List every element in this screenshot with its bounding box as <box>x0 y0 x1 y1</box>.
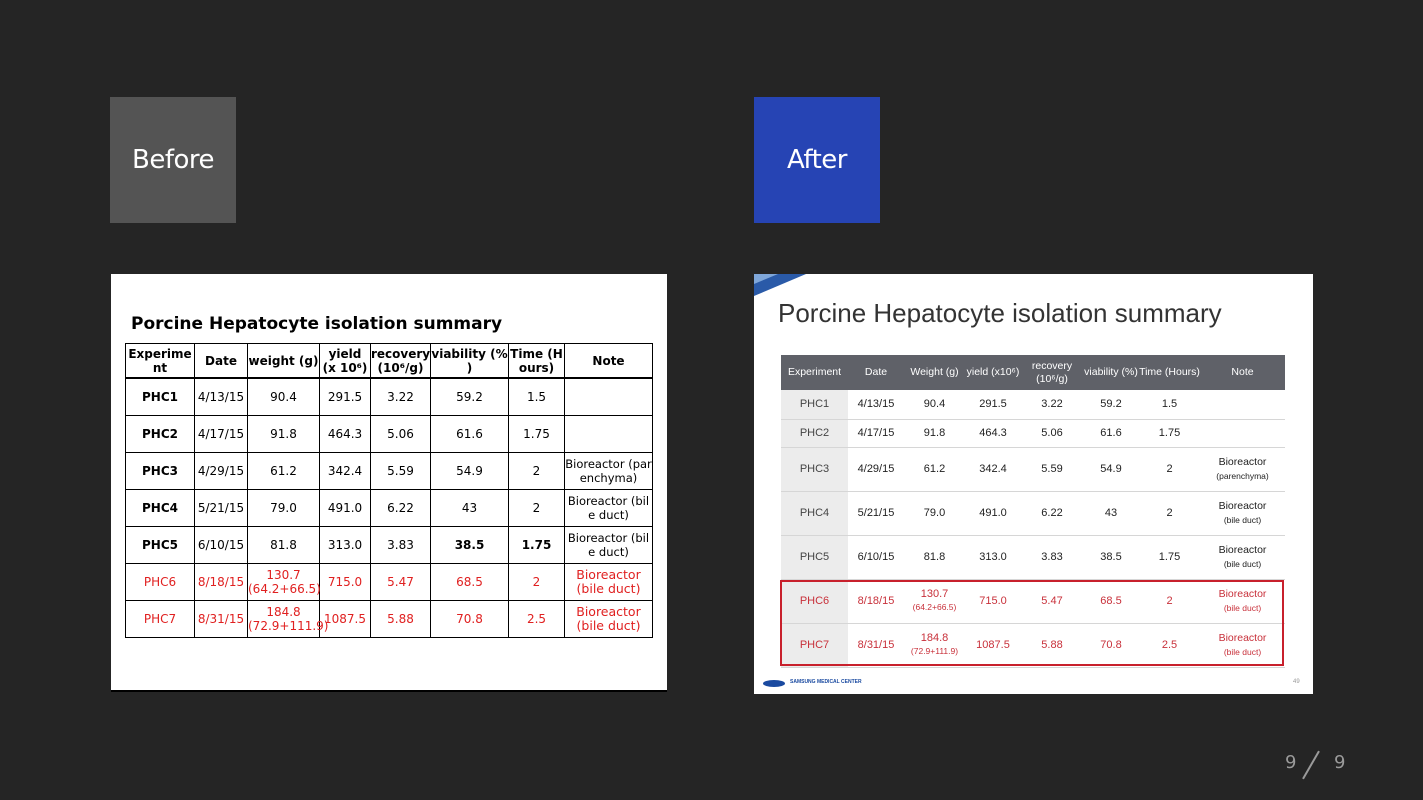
yield-cell: 342.4 <box>320 453 371 490</box>
corner-decoration-accent <box>754 274 778 284</box>
time-cell: 1.75 <box>509 416 565 453</box>
weight-cell: 91.8 <box>248 416 320 453</box>
time-cell: 2 <box>1139 579 1200 623</box>
page-separator <box>1302 751 1320 780</box>
before-summary-table <box>125 343 653 638</box>
yield-cell: 1087.5 <box>320 601 371 638</box>
viability-cell: 68.5 <box>431 564 509 601</box>
weight-breakdown: (72.9+111.9) <box>910 646 959 656</box>
date-cell: 6/10/15 <box>195 527 248 564</box>
viability-cell: 70.8 <box>431 601 509 638</box>
experiment-cell: PHC4 <box>126 490 195 527</box>
note-sub: (bile duct) <box>1223 515 1262 525</box>
time-cell: 1.5 <box>1139 390 1200 419</box>
note-cell: Bioreactor (bil e duct) <box>565 490 653 527</box>
header-cell: Experiment <box>781 355 848 390</box>
weight-value: 184.8 <box>920 632 949 644</box>
time-cell: 2 <box>1139 447 1200 491</box>
header-cell: recovery (10⁶/g) <box>1021 355 1083 390</box>
note-cell: Bioreactor (bile duct) <box>565 601 653 638</box>
viability-cell: 61.6 <box>1083 419 1139 447</box>
table-row <box>781 623 1285 667</box>
table-row <box>781 390 1285 419</box>
note-sub: (bile duct) <box>1223 603 1262 613</box>
recovery-cell: 5.06 <box>1021 419 1083 447</box>
before-slide-image <box>111 274 667 692</box>
recovery-cell: 6.22 <box>1021 491 1083 535</box>
after-summary-table <box>781 355 1285 668</box>
recovery-cell: 6.22 <box>371 490 431 527</box>
date-cell: 5/21/15 <box>848 491 904 535</box>
weight-cell <box>904 623 965 667</box>
date-cell: 8/18/15 <box>848 579 904 623</box>
date-cell: 8/18/15 <box>195 564 248 601</box>
footer-slide-number: 49 <box>1293 679 1300 685</box>
note-main: Bioreactor <box>1218 632 1267 644</box>
table-row <box>781 491 1285 535</box>
header-cell: Experime nt <box>126 344 195 379</box>
header-cell: Time (H ours) <box>509 344 565 379</box>
weight-breakdown: (72.9+111.9) <box>248 619 329 633</box>
time-cell: 2.5 <box>509 601 565 638</box>
weight-cell: 90.4 <box>904 390 965 419</box>
experiment-cell: PHC7 <box>126 601 195 638</box>
after-slide-title: Porcine Hepatocyte isolation summary <box>778 298 1222 328</box>
table-row <box>126 564 653 601</box>
note-sub: (bile duct) <box>1223 647 1262 657</box>
time-cell: 1.75 <box>1139 419 1200 447</box>
viability-cell: 38.5 <box>1083 535 1139 579</box>
header-cell: viability (%) <box>1083 355 1139 390</box>
recovery-cell: 3.22 <box>1021 390 1083 419</box>
experiment-cell: PHC3 <box>781 447 848 491</box>
recovery-cell: 5.88 <box>1021 623 1083 667</box>
current-page: 9 <box>1285 752 1297 773</box>
before-slide-title: Porcine Hepatocyte isolation summary <box>131 314 503 334</box>
header-cell: Note <box>1200 355 1285 390</box>
date-cell: 5/21/15 <box>195 490 248 527</box>
note-cell <box>1200 579 1285 623</box>
header-cell: Date <box>848 355 904 390</box>
weight-cell: 61.2 <box>904 447 965 491</box>
note-cell <box>565 416 653 453</box>
note-cell <box>1200 535 1285 579</box>
header-cell: Note <box>565 344 653 379</box>
experiment-cell: PHC3 <box>126 453 195 490</box>
note-cell <box>1200 390 1285 419</box>
viability-cell: 54.9 <box>1083 447 1139 491</box>
page-counter <box>1285 748 1355 782</box>
yield-cell: 491.0 <box>320 490 371 527</box>
date-cell: 6/10/15 <box>848 535 904 579</box>
table-row <box>126 453 653 490</box>
experiment-cell: PHC5 <box>781 535 848 579</box>
note-sub: (parenchyma) <box>1216 471 1269 481</box>
yield-cell: 1087.5 <box>965 623 1021 667</box>
note-cell <box>565 378 653 416</box>
recovery-cell: 5.47 <box>1021 579 1083 623</box>
experiment-cell: PHC2 <box>781 419 848 447</box>
viability-cell: 54.9 <box>431 453 509 490</box>
date-cell: 8/31/15 <box>848 623 904 667</box>
note-cell <box>1200 623 1285 667</box>
experiment-cell: PHC2 <box>126 416 195 453</box>
header-cell: Date <box>195 344 248 379</box>
date-cell: 4/29/15 <box>848 447 904 491</box>
before-label-text: Before <box>131 145 214 175</box>
viability-cell: 70.8 <box>1083 623 1139 667</box>
viability-cell: 59.2 <box>431 378 509 416</box>
note-cell: Bioreactor (par enchyma) <box>565 453 653 490</box>
date-cell: 4/29/15 <box>195 453 248 490</box>
time-cell: 2.5 <box>1139 623 1200 667</box>
weight-cell: 61.2 <box>248 453 320 490</box>
recovery-cell: 3.83 <box>1021 535 1083 579</box>
weight-cell: 81.8 <box>248 527 320 564</box>
note-cell: Bioreactor (bile duct) <box>565 564 653 601</box>
experiment-cell: PHC4 <box>781 491 848 535</box>
yield-cell: 313.0 <box>965 535 1021 579</box>
footer-org-name: SAMSUNG MEDICAL CENTER <box>790 679 862 685</box>
time-cell: 2 <box>509 453 565 490</box>
weight-cell: 81.8 <box>904 535 965 579</box>
weight-cell <box>248 601 329 638</box>
after-label-text: After <box>787 145 847 175</box>
yield-cell: 715.0 <box>320 564 371 601</box>
time-cell: 2 <box>509 490 565 527</box>
experiment-cell: PHC5 <box>126 527 195 564</box>
recovery-cell: 3.83 <box>371 527 431 564</box>
experiment-cell: PHC6 <box>126 564 195 601</box>
viability-cell: 61.6 <box>431 416 509 453</box>
after-label <box>754 97 880 223</box>
recovery-cell: 3.22 <box>371 378 431 416</box>
recovery-cell: 5.06 <box>371 416 431 453</box>
viability-cell: 68.5 <box>1083 579 1139 623</box>
header-cell: recovery (10⁶/g) <box>371 344 431 379</box>
yield-cell: 464.3 <box>320 416 371 453</box>
weight-value: 130.7 <box>920 588 949 600</box>
note-cell: Bioreactor (bil e duct) <box>565 527 653 564</box>
recovery-cell: 5.59 <box>1021 447 1083 491</box>
time-cell: 1.75 <box>1139 535 1200 579</box>
time-cell: 2 <box>509 564 565 601</box>
date-cell: 4/17/15 <box>848 419 904 447</box>
header-cell: yield (x10⁶) <box>965 355 1021 390</box>
recovery-cell: 5.47 <box>371 564 431 601</box>
time-cell: 1.75 <box>509 527 565 564</box>
yield-cell: 342.4 <box>965 447 1021 491</box>
weight-breakdown: (64.2+66.5) <box>912 602 957 612</box>
experiment-cell: PHC6 <box>781 579 848 623</box>
viability-cell: 43 <box>431 490 509 527</box>
experiment-cell: PHC1 <box>126 378 195 416</box>
yield-cell: 464.3 <box>965 419 1021 447</box>
recovery-cell: 5.88 <box>371 601 431 638</box>
table-row <box>781 447 1285 491</box>
note-main: Bioreactor <box>1218 544 1267 556</box>
table-row <box>126 378 653 416</box>
header-cell: Weight (g) <box>904 355 965 390</box>
note-cell <box>1200 419 1285 447</box>
table-row <box>126 527 653 564</box>
table-row <box>781 419 1285 447</box>
weight-breakdown: (64.2+66.5) <box>248 582 321 596</box>
table-row <box>126 601 653 638</box>
note-main: Bioreactor <box>1218 456 1267 468</box>
header-cell: weight (g) <box>248 344 320 379</box>
header-cell: viability (% ) <box>431 344 509 379</box>
before-label <box>110 97 236 223</box>
viability-cell: 43 <box>1083 491 1139 535</box>
experiment-cell: PHC7 <box>781 623 848 667</box>
viability-cell: 38.5 <box>431 527 509 564</box>
weight-value: 184.8 <box>266 605 301 619</box>
table-row <box>781 535 1285 579</box>
samsung-logo-icon <box>763 680 785 687</box>
date-cell: 4/13/15 <box>848 390 904 419</box>
weight-value: 130.7 <box>266 568 301 582</box>
table-row <box>126 416 653 453</box>
yield-cell: 291.5 <box>320 378 371 416</box>
weight-cell: 79.0 <box>248 490 320 527</box>
yield-cell: 313.0 <box>320 527 371 564</box>
time-cell: 1.5 <box>509 378 565 416</box>
yield-cell: 291.5 <box>965 390 1021 419</box>
date-cell: 4/17/15 <box>195 416 248 453</box>
weight-cell <box>248 564 320 601</box>
time-cell: 2 <box>1139 491 1200 535</box>
weight-cell: 90.4 <box>248 378 320 416</box>
note-cell <box>1200 447 1285 491</box>
total-pages: 9 <box>1334 752 1346 773</box>
yield-cell: 491.0 <box>965 491 1021 535</box>
note-cell <box>1200 491 1285 535</box>
date-cell: 4/13/15 <box>195 378 248 416</box>
table-header-row <box>781 355 1285 390</box>
header-cell: yield (x 10⁶) <box>320 344 371 379</box>
weight-cell: 79.0 <box>904 491 965 535</box>
table-header-row <box>126 344 653 379</box>
note-main: Bioreactor <box>1218 500 1267 512</box>
experiment-cell: PHC1 <box>781 390 848 419</box>
weight-cell <box>904 579 965 623</box>
recovery-cell: 5.59 <box>371 453 431 490</box>
note-sub: (bile duct) <box>1223 559 1262 569</box>
yield-cell: 715.0 <box>965 579 1021 623</box>
weight-cell: 91.8 <box>904 419 965 447</box>
table-row <box>126 490 653 527</box>
date-cell: 8/31/15 <box>195 601 248 638</box>
note-main: Bioreactor <box>1218 588 1267 600</box>
viability-cell: 59.2 <box>1083 390 1139 419</box>
header-cell: Time (Hours) <box>1139 355 1200 390</box>
table-row <box>781 579 1285 623</box>
after-slide-image <box>754 274 1313 694</box>
